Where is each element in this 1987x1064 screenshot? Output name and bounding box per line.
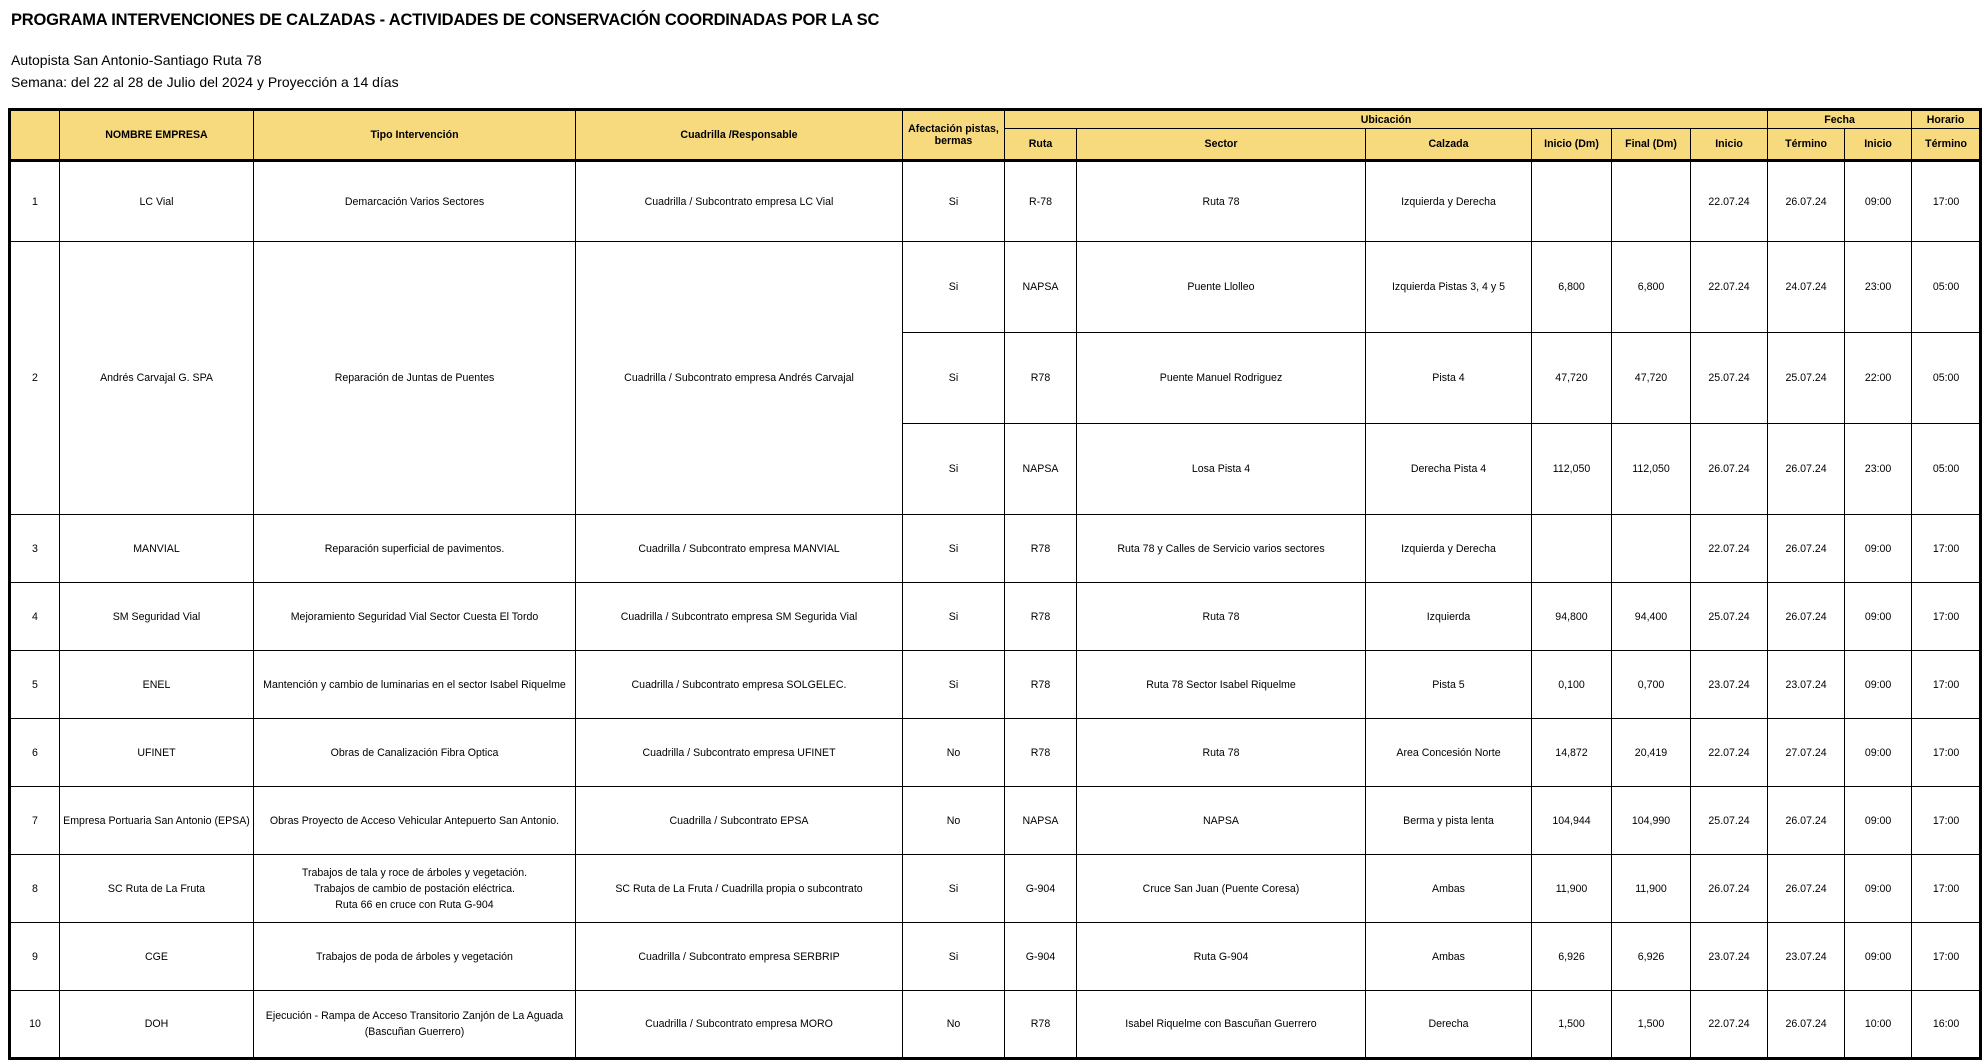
table-row xyxy=(10,161,1981,242)
cell-tipo: Demarcación Varios Sectores xyxy=(254,161,576,242)
cell-hora-termino: 17:00 xyxy=(1912,583,1981,651)
cell-final-dm: 1,500 xyxy=(1612,991,1691,1059)
cell-empresa: DOH xyxy=(60,991,254,1059)
cell-cuadrilla: Cuadrilla / Subcontrato empresa Andrés Carvajal xyxy=(576,242,903,515)
cell-fecha-inicio: 22.07.24 xyxy=(1691,242,1768,333)
cell-fecha-termino: 26.07.24 xyxy=(1768,161,1845,242)
cell-sector: Cruce San Juan (Puente Coresa) xyxy=(1077,855,1366,923)
cell-tipo: Trabajos de poda de árboles y vegetación xyxy=(254,923,576,991)
cell-afectacion: Si xyxy=(903,333,1005,424)
cell-calzada: Pista 4 xyxy=(1366,333,1532,424)
cell-hora-inicio: 09:00 xyxy=(1845,923,1912,991)
cell-empresa: ENEL xyxy=(60,651,254,719)
cell-fecha-termino: 26.07.24 xyxy=(1768,991,1845,1059)
cell-hora-termino: 05:00 xyxy=(1912,242,1981,333)
cell-calzada: Izquierda Pistas 3, 4 y 5 xyxy=(1366,242,1532,333)
cell-cuadrilla: Cuadrilla / Subcontrato EPSA xyxy=(576,787,903,855)
header-fecha: Fecha xyxy=(1768,110,1912,129)
cell-inicio-dm: 14,872 xyxy=(1532,719,1612,787)
cell-fecha-termino: 26.07.24 xyxy=(1768,787,1845,855)
header-fecha-termino: Término xyxy=(1768,129,1845,161)
cell-final-dm: 104,990 xyxy=(1612,787,1691,855)
table-row xyxy=(10,787,1981,855)
cell-ruta: R78 xyxy=(1005,515,1077,583)
cell-hora-inicio: 22:00 xyxy=(1845,333,1912,424)
cell-calzada: Derecha Pista 4 xyxy=(1366,424,1532,515)
tipo-line: Ejecución - Rampa de Acceso Transitorio Zanjón de La Aguada xyxy=(265,1010,564,1022)
cell-fecha-termino: 23.07.24 xyxy=(1768,923,1845,991)
cell-calzada: Izquierda y Derecha xyxy=(1366,515,1532,583)
cell-inicio-dm: 1,500 xyxy=(1532,991,1612,1059)
cell-ruta: G-904 xyxy=(1005,923,1077,991)
table-row xyxy=(10,923,1981,991)
cell-final-dm xyxy=(1612,515,1691,583)
cell-calzada: Izquierda xyxy=(1366,583,1532,651)
cell-inicio-dm: 47,720 xyxy=(1532,333,1612,424)
cell-final-dm: 112,050 xyxy=(1612,424,1691,515)
cell-cuadrilla: Cuadrilla / Subcontrato empresa MANVIAL xyxy=(576,515,903,583)
cell-fecha-inicio: 25.07.24 xyxy=(1691,333,1768,424)
document-subtitle-week: Semana: del 22 al 28 de Julio del 2024 y Proyección a 14 días xyxy=(11,74,399,90)
cell-number: 9 xyxy=(10,923,60,991)
cell-fecha-termino: 26.07.24 xyxy=(1768,515,1845,583)
cell-hora-termino: 17:00 xyxy=(1912,161,1981,242)
cell-hora-termino: 05:00 xyxy=(1912,333,1981,424)
cell-ruta: R78 xyxy=(1005,719,1077,787)
cell-empresa: SC Ruta de La Fruta xyxy=(60,855,254,923)
cell-ruta: R-78 xyxy=(1005,161,1077,242)
cell-afectacion: Si xyxy=(903,242,1005,333)
cell-ruta: NAPSA xyxy=(1005,424,1077,515)
header-afectacion: Afectación pistas, bermas xyxy=(903,110,1005,161)
cell-hora-inicio: 09:00 xyxy=(1845,651,1912,719)
document-title: PROGRAMA INTERVENCIONES DE CALZADAS - ACTIVIDADES DE CONSERVACIÓN COORDINADAS POR LA SC xyxy=(11,11,880,29)
cell-inicio-dm: 104,944 xyxy=(1532,787,1612,855)
cell-tipo xyxy=(254,991,576,1059)
cell-afectacion: Si xyxy=(903,583,1005,651)
tipo-line: Trabajos de cambio de postación eléctrica. xyxy=(314,882,515,895)
cell-cuadrilla: Cuadrilla / Subcontrato empresa MORO xyxy=(576,991,903,1059)
cell-fecha-termino: 27.07.24 xyxy=(1768,719,1845,787)
cell-sector: Puente Manuel Rodriguez xyxy=(1077,333,1366,424)
cell-sector: Isabel Riquelme con Bascuñan Guerrero xyxy=(1077,991,1366,1059)
header-ruta: Ruta xyxy=(1005,129,1077,161)
cell-tipo: Reparación de Juntas de Puentes xyxy=(254,242,576,515)
cell-hora-termino: 17:00 xyxy=(1912,787,1981,855)
header-sector: Sector xyxy=(1077,129,1366,161)
cell-fecha-termino: 25.07.24 xyxy=(1768,333,1845,424)
cell-afectacion: Si xyxy=(903,515,1005,583)
cell-sector: Ruta 78 xyxy=(1077,719,1366,787)
header-inicio-dm: Inicio (Dm) xyxy=(1532,129,1612,161)
table-row xyxy=(10,719,1981,787)
cell-final-dm: 94,400 xyxy=(1612,583,1691,651)
header-tipo: Tipo Intervención xyxy=(254,110,576,161)
interventions-table xyxy=(8,108,1982,1060)
cell-fecha-inicio: 26.07.24 xyxy=(1691,424,1768,515)
cell-tipo: Mejoramiento Seguridad Vial Sector Cuesta El Tordo xyxy=(254,583,576,651)
cell-hora-inicio: 09:00 xyxy=(1845,787,1912,855)
cell-afectacion: Si xyxy=(903,651,1005,719)
cell-calzada: Berma y pista lenta xyxy=(1366,787,1532,855)
cell-hora-inicio: 09:00 xyxy=(1845,515,1912,583)
cell-hora-inicio: 23:00 xyxy=(1845,242,1912,333)
cell-afectacion: No xyxy=(903,991,1005,1059)
cell-sector: NAPSA xyxy=(1077,787,1366,855)
cell-final-dm: 11,900 xyxy=(1612,855,1691,923)
cell-ruta: R78 xyxy=(1005,991,1077,1059)
table-row xyxy=(10,583,1981,651)
cell-fecha-inicio: 22.07.24 xyxy=(1691,991,1768,1059)
cell-calzada: Pista 5 xyxy=(1366,651,1532,719)
cell-hora-inicio: 10:00 xyxy=(1845,991,1912,1059)
cell-number: 5 xyxy=(10,651,60,719)
cell-inicio-dm: 94,800 xyxy=(1532,583,1612,651)
cell-hora-inicio: 09:00 xyxy=(1845,855,1912,923)
cell-sector: Ruta 78 y Calles de Servicio varios sectores xyxy=(1077,515,1366,583)
header-calzada: Calzada xyxy=(1366,129,1532,161)
header-number xyxy=(10,110,60,161)
cell-inicio-dm xyxy=(1532,161,1612,242)
cell-number: 1 xyxy=(10,161,60,242)
header-hora-termino: Término xyxy=(1912,129,1981,161)
cell-ruta: R78 xyxy=(1005,583,1077,651)
cell-inicio-dm: 0,100 xyxy=(1532,651,1612,719)
cell-fecha-termino: 23.07.24 xyxy=(1768,651,1845,719)
cell-calzada: Izquierda y Derecha xyxy=(1366,161,1532,242)
tipo-line: (Bascuñan Guerrero) xyxy=(364,1026,465,1038)
cell-fecha-termino: 26.07.24 xyxy=(1768,855,1845,923)
cell-afectacion: No xyxy=(903,787,1005,855)
cell-sector: Ruta 78 xyxy=(1077,161,1366,242)
cell-inicio-dm: 6,926 xyxy=(1532,923,1612,991)
cell-hora-inicio: 09:00 xyxy=(1845,583,1912,651)
header-empresa: NOMBRE EMPRESA xyxy=(60,110,254,161)
cell-sector: Ruta 78 xyxy=(1077,583,1366,651)
cell-ruta: G-904 xyxy=(1005,855,1077,923)
cell-hora-inicio: 09:00 xyxy=(1845,719,1912,787)
cell-tipo: Obras Proyecto de Acceso Vehicular Antepuerto San Antonio. xyxy=(254,787,576,855)
cell-inicio-dm: 6,800 xyxy=(1532,242,1612,333)
cell-tipo: Mantención y cambio de luminarias en el sector Isabel Riquelme xyxy=(254,651,576,719)
cell-number: 3 xyxy=(10,515,60,583)
cell-final-dm: 0,700 xyxy=(1612,651,1691,719)
cell-fecha-inicio: 23.07.24 xyxy=(1691,923,1768,991)
cell-empresa: Empresa Portuaria San Antonio (EPSA) xyxy=(60,787,254,855)
cell-empresa: MANVIAL xyxy=(60,515,254,583)
cell-number: 7 xyxy=(10,787,60,855)
table-row xyxy=(10,651,1981,719)
cell-calzada: Ambas xyxy=(1366,855,1532,923)
cell-fecha-inicio: 25.07.24 xyxy=(1691,787,1768,855)
cell-final-dm xyxy=(1612,161,1691,242)
cell-empresa: CGE xyxy=(60,923,254,991)
cell-final-dm: 47,720 xyxy=(1612,333,1691,424)
cell-fecha-inicio: 25.07.24 xyxy=(1691,583,1768,651)
cell-calzada: Derecha xyxy=(1366,991,1532,1059)
document-subtitle-highway: Autopista San Antonio-Santiago Ruta 78 xyxy=(11,52,262,68)
cell-hora-termino: 05:00 xyxy=(1912,424,1981,515)
cell-tipo: Reparación superficial de pavimentos. xyxy=(254,515,576,583)
cell-sector: Losa Pista 4 xyxy=(1077,424,1366,515)
cell-hora-inicio: 23:00 xyxy=(1845,424,1912,515)
cell-cuadrilla: SC Ruta de La Fruta / Cuadrilla propia o subcontrato xyxy=(576,855,903,923)
tipo-line: Ruta 66 en cruce con Ruta G-904 xyxy=(335,898,494,911)
table-row xyxy=(10,855,1981,923)
cell-fecha-inicio: 23.07.24 xyxy=(1691,651,1768,719)
cell-number: 4 xyxy=(10,583,60,651)
cell-fecha-termino: 26.07.24 xyxy=(1768,424,1845,515)
header-final-dm: Final (Dm) xyxy=(1612,129,1691,161)
cell-cuadrilla: Cuadrilla / Subcontrato empresa LC Vial xyxy=(576,161,903,242)
cell-sector: Puente Llolleo xyxy=(1077,242,1366,333)
cell-fecha-termino: 24.07.24 xyxy=(1768,242,1845,333)
cell-sector: Ruta 78 Sector Isabel Riquelme xyxy=(1077,651,1366,719)
cell-empresa: SM Seguridad Vial xyxy=(60,583,254,651)
cell-empresa: UFINET xyxy=(60,719,254,787)
cell-sector: Ruta G-904 xyxy=(1077,923,1366,991)
cell-cuadrilla: Cuadrilla / Subcontrato empresa SM Segurida Vial xyxy=(576,583,903,651)
header-horario: Horario xyxy=(1912,110,1981,129)
cell-empresa: LC Vial xyxy=(60,161,254,242)
cell-number: 10 xyxy=(10,991,60,1059)
cell-number: 8 xyxy=(10,855,60,923)
cell-inicio-dm xyxy=(1532,515,1612,583)
cell-tipo xyxy=(254,855,576,923)
cell-number: 6 xyxy=(10,719,60,787)
cell-hora-termino: 17:00 xyxy=(1912,515,1981,583)
cell-fecha-inicio: 22.07.24 xyxy=(1691,515,1768,583)
table-row xyxy=(10,242,1981,333)
cell-afectacion: Si xyxy=(903,161,1005,242)
tipo-line: Trabajos de tala y roce de árboles y vegetación. xyxy=(301,866,528,879)
cell-hora-inicio: 09:00 xyxy=(1845,161,1912,242)
cell-ruta: NAPSA xyxy=(1005,787,1077,855)
cell-tipo: Obras de Canalización Fibra Optica xyxy=(254,719,576,787)
cell-afectacion: No xyxy=(903,719,1005,787)
cell-empresa: Andrés Carvajal G. SPA xyxy=(60,242,254,515)
cell-afectacion: Si xyxy=(903,855,1005,923)
cell-ruta: R78 xyxy=(1005,651,1077,719)
cell-final-dm: 20,419 xyxy=(1612,719,1691,787)
cell-calzada: Ambas xyxy=(1366,923,1532,991)
cell-cuadrilla: Cuadrilla / Subcontrato empresa SERBRIP xyxy=(576,923,903,991)
header-fecha-inicio: Inicio xyxy=(1691,129,1768,161)
table-row xyxy=(10,991,1981,1059)
cell-hora-termino: 17:00 xyxy=(1912,923,1981,991)
cell-fecha-inicio: 26.07.24 xyxy=(1691,855,1768,923)
table-row xyxy=(10,515,1981,583)
header-hora-inicio: Inicio xyxy=(1845,129,1912,161)
cell-number: 2 xyxy=(10,242,60,515)
header-ubicacion: Ubicación xyxy=(1005,110,1768,129)
cell-hora-termino: 16:00 xyxy=(1912,991,1981,1059)
header-cuadrilla: Cuadrilla /Responsable xyxy=(576,110,903,161)
cell-ruta: R78 xyxy=(1005,333,1077,424)
cell-afectacion: Si xyxy=(903,424,1005,515)
cell-calzada: Area Concesión Norte xyxy=(1366,719,1532,787)
cell-inicio-dm: 11,900 xyxy=(1532,855,1612,923)
cell-afectacion: Si xyxy=(903,923,1005,991)
cell-hora-termino: 17:00 xyxy=(1912,651,1981,719)
cell-fecha-termino: 26.07.24 xyxy=(1768,583,1845,651)
cell-fecha-inicio: 22.07.24 xyxy=(1691,719,1768,787)
cell-inicio-dm: 112,050 xyxy=(1532,424,1612,515)
cell-fecha-inicio: 22.07.24 xyxy=(1691,161,1768,242)
cell-final-dm: 6,800 xyxy=(1612,242,1691,333)
cell-cuadrilla: Cuadrilla / Subcontrato empresa SOLGELEC. xyxy=(576,651,903,719)
cell-final-dm: 6,926 xyxy=(1612,923,1691,991)
cell-cuadrilla: Cuadrilla / Subcontrato empresa UFINET xyxy=(576,719,903,787)
cell-ruta: NAPSA xyxy=(1005,242,1077,333)
cell-hora-termino: 17:00 xyxy=(1912,719,1981,787)
cell-hora-termino: 17:00 xyxy=(1912,855,1981,923)
